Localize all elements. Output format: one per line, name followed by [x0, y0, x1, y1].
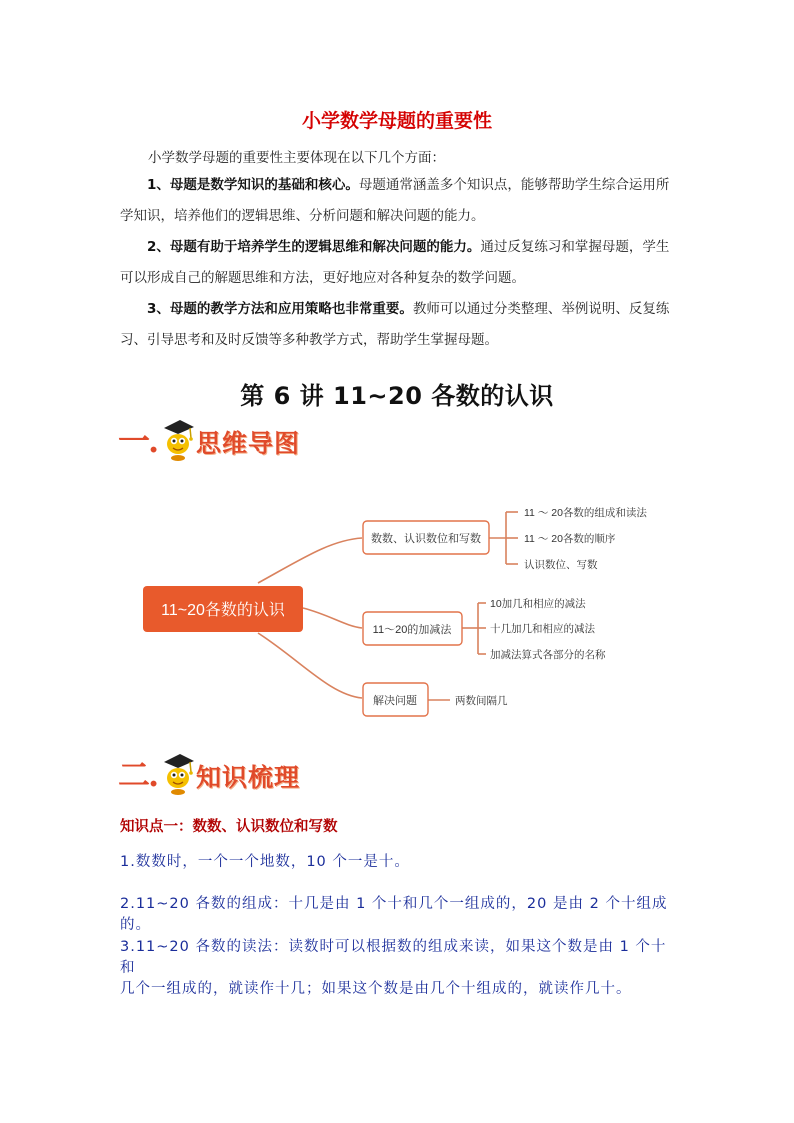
section-number: 一. — [118, 422, 158, 460]
intro-text: 小学数学母题的重要性主要体现在以下几个方面： — [148, 150, 445, 166]
point-3 — [120, 294, 676, 356]
mindmap-root-node — [143, 586, 303, 632]
lecture-title: 第 6 讲 11~20 各数的认识 — [240, 382, 554, 410]
point-3-text: 教师可以通过分类整理、举例说明、反复练习、引导思考和及时反馈等多种教学方式，帮助学生掌握母题。 — [120, 301, 670, 348]
branch-label: 11～20的加减法 — [372, 624, 452, 636]
knowledge-point-title: 知识点一：数数、认识数位和写数 — [120, 819, 338, 835]
mindmap-branch-addition — [363, 612, 462, 645]
mascot-scholar-icon — [160, 752, 196, 796]
knowledge-line-2: 2.11~20 各数的组成：十几是由 1 个十和几个一组成的，20 是由 2 个十组成的。 — [120, 896, 668, 933]
branch-label: 数数、认识数位和写数 — [371, 533, 481, 545]
point-1-text: 母题通常涵盖多个知识点，能够帮助学生综合运用所学知识，培养他们的逻辑思维、分析问题和解决问题的能力。 — [120, 177, 670, 224]
leaf-label: 11 ～ 20各数的顺序 — [524, 533, 616, 545]
leaf-label: 十几加几和相应的减法 — [490, 623, 595, 635]
section-label: 知识梳理 — [196, 763, 301, 792]
mind-map — [0, 490, 794, 730]
section-header-knowledge — [118, 752, 338, 798]
point-1 — [120, 170, 676, 232]
section-label: 思维导图 — [196, 429, 301, 458]
document-title: 小学数学母题的重要性 — [301, 110, 492, 132]
root-label: 11~20各数的认识 — [161, 602, 285, 619]
knowledge-line-4: 几个一组成的，就读作十几；如果这个数是由几个十组成的，就读作几十。 — [120, 981, 632, 997]
point-2-text: 通过反复练习和掌握母题，学生可以形成自己的解题思维和方法，更好地应对各种复杂的数学问题。 — [120, 239, 670, 286]
mascot-scholar-icon — [160, 418, 196, 462]
mindmap-branch-counting — [363, 521, 489, 554]
leaf-label: 认识数位、写数 — [524, 559, 598, 571]
mindmap-branch-problem — [363, 683, 428, 716]
branch-label: 解决问题 — [373, 695, 417, 707]
leaf-label: 10加几和相应的减法 — [490, 598, 586, 610]
section-number: 二. — [118, 756, 158, 794]
section-header-mindmap — [118, 418, 338, 464]
point-2-bold: 2、母题有助于培养学生的逻辑思维和解决问题的能力。 — [147, 239, 481, 255]
leaf-label: 加减法算式各部分的名称 — [490, 649, 606, 661]
point-1-bold: 1、母题是数学知识的基础和核心。 — [147, 177, 359, 193]
knowledge-line-1: 1.数数时，一个一个地数，10 个一是十。 — [120, 854, 410, 870]
knowledge-line-3: 3.11~20 各数的读法：读数时可以根据数的组成来读，如果这个数是由 1 个十和 — [120, 939, 667, 976]
point-2 — [120, 232, 676, 294]
leaf-label: 两数间隔几 — [455, 695, 508, 707]
leaf-label: 11 ～ 20各数的组成和读法 — [524, 507, 647, 519]
point-3-bold: 3、母题的教学方法和应用策略也非常重要。 — [147, 301, 413, 317]
